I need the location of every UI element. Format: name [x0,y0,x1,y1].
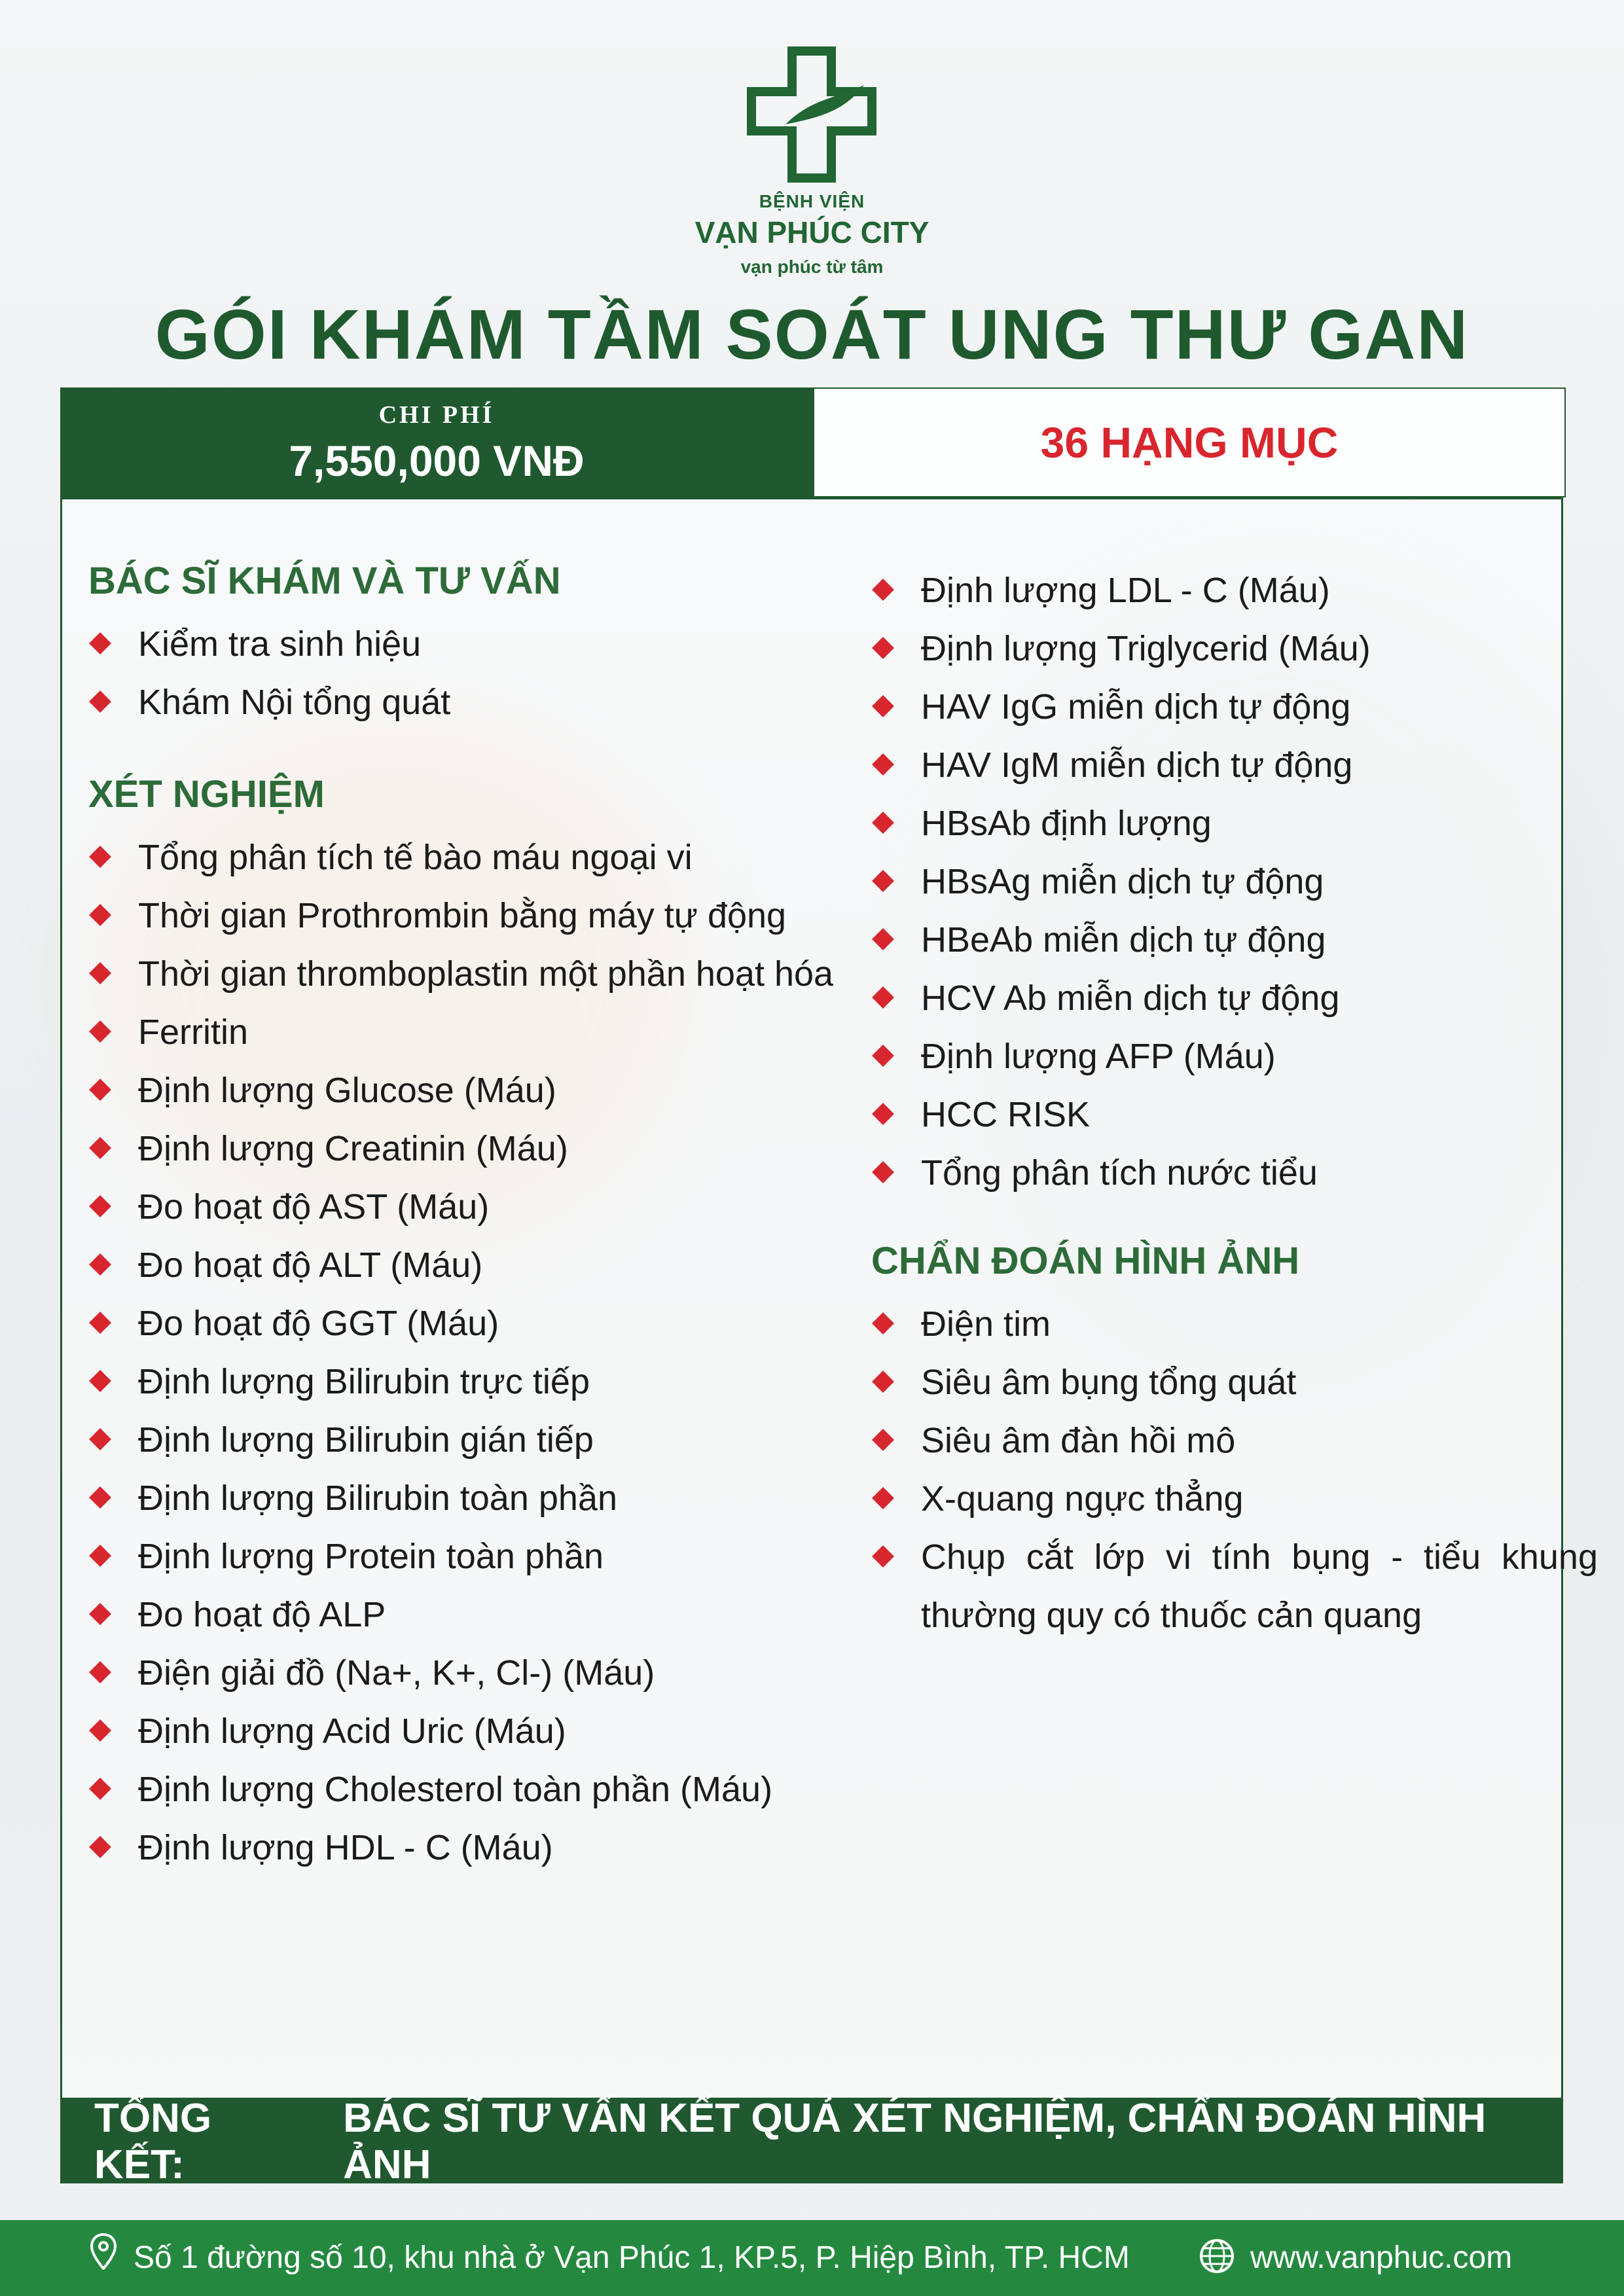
list-item: Định lượng Protein toàn phần [88,1528,861,1586]
package-content [60,497,1598,2100]
diamond-bullet-icon [89,1486,111,1509]
item-count-box [813,387,1566,497]
brand-name: VẠN PHÚC CITY [695,215,929,249]
section-title-imaging: CHẨN ĐOÁN HÌNH ẢNH [871,1240,1300,1282]
diamond-bullet-icon [89,1778,111,1800]
list-item: Đo hoạt độ GGT (Máu) [88,1295,861,1353]
list-item: Định lượng Triglycerid (Máu) [871,620,1598,678]
footer [0,2220,1624,2296]
lab-test-list-continued [871,562,1598,1202]
diamond-bullet-icon [89,632,111,655]
lab-test-list [88,829,861,1877]
list-item: HCV Ab miễn dịch tự động [871,969,1598,1028]
summary-text: BÁC SĨ TƯ VẤN KẾT QUẢ XÉT NGHIỆM, CHẨN ĐOÁN HÌNH ẢNH [343,2096,1487,2187]
list-item: Định lượng Bilirubin gián tiếp [88,1411,861,1469]
diamond-bullet-icon [89,1603,111,1625]
diamond-bullet-icon [89,1020,111,1043]
diamond-bullet-icon [872,695,894,717]
diamond-bullet-icon [872,1312,894,1335]
list-item: HCC RISK [871,1086,1598,1144]
list-item: HBsAb định lượng [871,795,1598,853]
summary-bar [60,2096,1563,2187]
right-column [871,562,1598,1645]
diamond-bullet-icon [89,904,111,926]
diamond-bullet-icon [872,1487,894,1509]
diamond-bullet-icon [872,1161,894,1183]
diamond-bullet-icon [89,1195,111,1217]
diamond-bullet-icon [872,986,894,1009]
diamond-bullet-icon [89,691,111,713]
list-item: Định lượng HDL - C (Máu) [88,1819,861,1877]
diamond-bullet-icon [89,962,111,984]
list-item: Định lượng Creatinin (Máu) [88,1120,861,1178]
summary-label: TỔNG KẾT: [94,2096,212,2187]
diamond-bullet-icon [89,1370,111,1392]
diamond-bullet-icon [872,870,894,892]
price-value: 7,550,000 VNĐ [289,437,585,485]
diamond-bullet-icon [872,1103,894,1125]
list-item: Định lượng Glucose (Máu) [88,1062,861,1120]
price-box [60,387,813,497]
diamond-bullet-icon [872,753,894,776]
list-item: HAV IgG miễn dịch tự động [871,678,1598,736]
diamond-bullet-icon [872,1429,894,1451]
brand-slogan: vạn phúc từ tâm [740,257,884,277]
left-column [88,555,861,1877]
consultation-list [88,615,861,732]
diamond-bullet-icon [872,637,894,659]
diamond-bullet-icon [872,812,894,834]
list-item: Tổng phân tích tế bào máu ngoại vi [88,829,861,887]
diamond-bullet-icon [872,1371,894,1393]
list-item: Định lượng Bilirubin trực tiếp [88,1353,861,1411]
diamond-bullet-icon [89,1545,111,1567]
list-item: HBsAg miễn dịch tự động [871,853,1598,911]
price-label: CHI PHÍ [378,401,495,429]
diamond-bullet-icon [89,1836,111,1858]
page-title: GÓI KHÁM TẦM SOÁT UNG THƯ GAN [154,295,1470,374]
list-item: Đo hoạt độ AST (Máu) [88,1178,861,1236]
diamond-bullet-icon [872,928,894,950]
list-item: X-quang ngực thẳng [871,1470,1598,1528]
list-item: Điện giải đồ (Na+, K+, Cl-) (Máu) [88,1644,861,1702]
list-item: Thời gian thromboplastin một phần hoạt hóa [88,945,861,1003]
list-item: HBeAb miễn dịch tự động [871,911,1598,969]
list-item: Chụp cắt lớp vi tính bụng - tiểu khung thường quy có thuốc cản quang [871,1528,1598,1645]
section-title-consultation: BÁC SĨ KHÁM VÀ TƯ VẤN [88,560,561,602]
list-item: Định lượng Acid Uric (Máu) [88,1702,861,1761]
list-item: Định lượng AFP (Máu) [871,1028,1598,1086]
diamond-bullet-icon [89,846,111,868]
diamond-bullet-icon [89,1079,111,1101]
section-title-lab-tests: XÉT NGHIỆM [88,773,325,816]
globe-icon [1199,2238,1235,2274]
list-item: HAV IgM miễn dịch tự động [871,736,1598,795]
list-item: Khám Nội tổng quát [88,673,861,732]
footer-website-link[interactable]: www.vanphuc.com [1250,2240,1513,2275]
list-item: Tổng phân tích nước tiểu [871,1144,1598,1202]
list-item: Thời gian Prothrombin bằng máy tự động [88,887,861,945]
footer-address: Số 1 đường số 10, khu nhà ở Vạn Phúc 1, KP.5, P. Hiệp Bình, TP. HCM [134,2240,1130,2275]
location-pin-icon [90,2233,117,2270]
list-item: Đo hoạt độ ALP [88,1586,861,1644]
diamond-bullet-icon [872,1045,894,1067]
list-item: Đo hoạt độ ALT (Máu) [88,1236,861,1295]
list-item: Ferritin [88,1003,861,1062]
hospital-cross-logo-icon [740,46,884,183]
diamond-bullet-icon [872,579,894,601]
diamond-bullet-icon [89,1312,111,1334]
list-item: Điện tim [871,1295,1598,1354]
list-item: Định lượng Cholesterol toàn phần (Máu) [88,1761,861,1819]
list-item: Kiểm tra sinh hiệu [88,615,861,673]
diamond-bullet-icon [872,1545,894,1568]
item-count: 36 HẠNG MỤC [1040,418,1339,467]
diamond-bullet-icon [89,1719,111,1742]
diamond-bullet-icon [89,1428,111,1450]
imaging-list [871,1295,1598,1645]
diamond-bullet-icon [89,1253,111,1276]
list-item: Siêu âm đàn hồi mô [871,1412,1598,1470]
diamond-bullet-icon [89,1661,111,1683]
list-item: Định lượng LDL - C (Máu) [871,562,1598,620]
diamond-bullet-icon [89,1137,111,1159]
brand-top-label: BỆNH VIỆN [759,191,865,211]
list-item: Siêu âm bụng tổng quát [871,1354,1598,1412]
list-item: Định lượng Bilirubin toàn phần [88,1469,861,1528]
